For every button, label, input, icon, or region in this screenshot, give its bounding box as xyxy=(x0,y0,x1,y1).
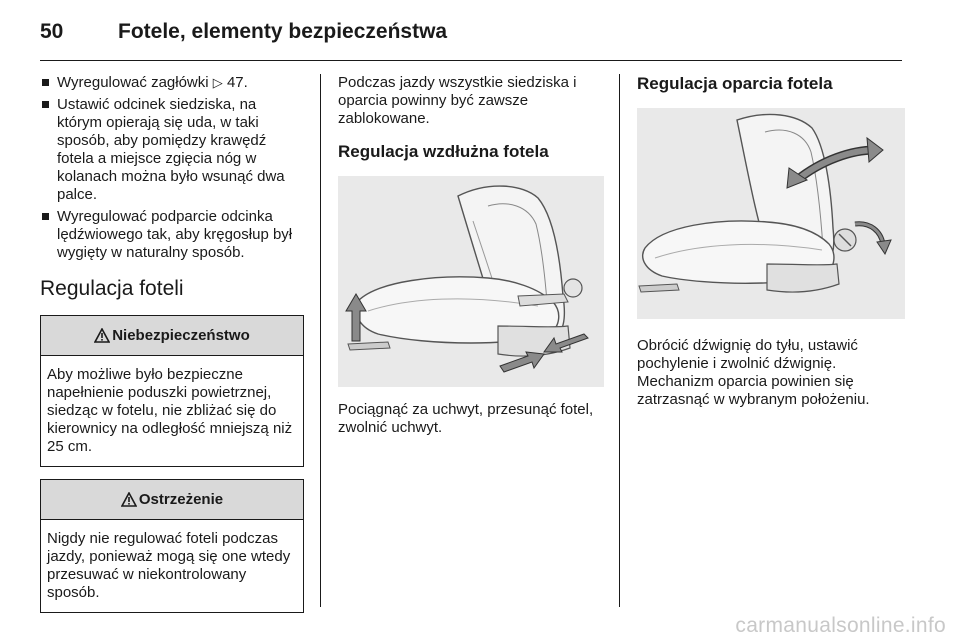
bullet-item xyxy=(40,208,304,262)
bullet-text: Wyregulować podparcie odcinka lędźwiowego tak, aby kręgosłup był wygięty w naturalny sposób. xyxy=(57,208,293,261)
bullet-text: Ustawić odcinek siedziska, na którym opierają się uda, w taki sposób, aby pomiędzy krawędź fotela a miejsce zgięcia nóg w kolanach można było wsunąć dwa palce. xyxy=(57,96,285,203)
bullet-item xyxy=(40,74,304,92)
bullet-text: Wyregulować zagłówki xyxy=(57,74,209,91)
bullet-square-icon xyxy=(42,213,49,220)
column-1 xyxy=(40,74,304,625)
bullet-item xyxy=(40,96,304,204)
section-title: Regulacja foteli xyxy=(40,277,184,300)
danger-box-header xyxy=(41,316,303,356)
seat-slide-caption: Pociągnąć za uchwyt, przesunąć fotel, zwolnić uchwyt. xyxy=(338,401,594,436)
bullet-square-icon xyxy=(42,101,49,108)
column-2 xyxy=(338,74,604,437)
warning-box-body: Nigdy nie regulować foteli podczas jazdy, ponieważ mogą się one wtedy przesuwać w niekontrolowany sposób. xyxy=(47,530,291,601)
header-rule xyxy=(40,60,902,61)
warning-box-header xyxy=(41,480,303,520)
backrest-illustration xyxy=(637,108,903,319)
watermark: carmanualsonline.info xyxy=(735,614,946,637)
page-header xyxy=(40,20,920,60)
subsection-title: Regulacja oparcia fotela xyxy=(637,74,833,93)
page-ref-link[interactable]: 47. xyxy=(226,74,248,91)
backrest-figure xyxy=(637,108,905,319)
seat-slide-figure xyxy=(338,176,604,387)
arrow-ref-icon: ▷ xyxy=(212,75,223,90)
page-title: Fotele, elementy bezpieczeństwa xyxy=(118,20,448,43)
danger-box-title: Niebezpieczeństwo xyxy=(112,327,250,344)
seat-slide-illustration xyxy=(338,176,604,387)
warning-box xyxy=(40,479,304,613)
column-3 xyxy=(637,74,905,409)
subsection-title: Regulacja wzdłużna fotela xyxy=(338,142,549,161)
warning-triangle-icon xyxy=(94,328,110,343)
bullet-square-icon xyxy=(42,79,49,86)
column-divider xyxy=(320,74,321,607)
backrest-caption: Obrócić dźwignię do tyłu, ustawić pochylenie i zwolnić dźwignię. Mechanizm oparcia powinien się zatrzasnąć w wybranym położeniu. xyxy=(637,337,870,408)
danger-box-body: Aby możliwe było bezpieczne napełnienie poduszki powietrznej, siedząc w fotelu, nie zbliżać się do kierownicy na odległość mniejszą niż 25 cm. xyxy=(47,366,293,455)
danger-box xyxy=(40,315,304,467)
intro-paragraph: Podczas jazdy wszystkie siedziska i oparcia powinny być zawsze zablokowane. xyxy=(338,74,577,127)
warning-triangle-icon xyxy=(121,492,137,507)
bullet-list xyxy=(40,74,304,262)
warning-box-title: Ostrzeżenie xyxy=(138,491,224,508)
page-number: 50 xyxy=(40,20,64,43)
column-divider xyxy=(619,74,620,607)
